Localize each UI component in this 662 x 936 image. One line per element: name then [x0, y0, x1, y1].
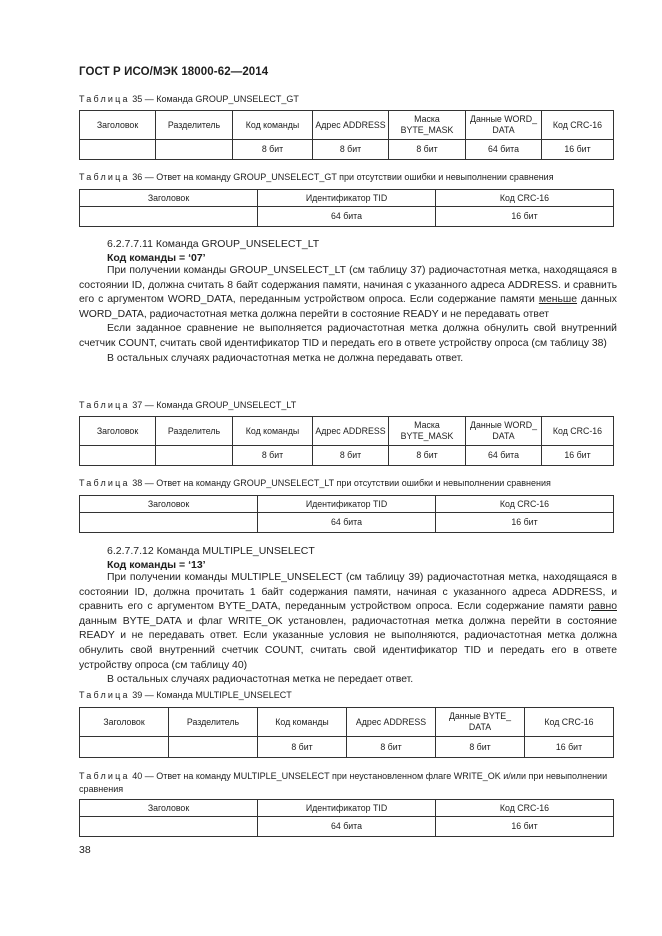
header-cell: Данные BYTE_ DATA — [436, 708, 525, 737]
table-cell — [80, 140, 156, 160]
table-cell: 64 бита — [466, 140, 542, 160]
paragraph: В остальных случаях радиочастотная метка не передает ответ. — [107, 674, 414, 686]
header-cell: Разделитель — [156, 111, 233, 140]
table-cell: 16 бит — [525, 737, 614, 758]
table-cell — [80, 207, 258, 227]
table-word: Таблица — [79, 771, 130, 781]
table-header-row — [80, 496, 614, 513]
table-cell: 64 бита — [258, 207, 436, 227]
header-cell: Код команды — [258, 708, 347, 737]
table-cell: 8 бит — [389, 140, 466, 160]
table-39 — [79, 707, 614, 758]
header-cell: Идентификатор TID — [258, 800, 436, 817]
section-12-body — [79, 571, 617, 688]
table-caption-text: 40 — Ответ на команду MULTIPLE_UNSELECT при неустановленном флаге WRITE_OK и/или при невыполнении сравнения — [79, 771, 608, 794]
table-cell: 8 бит — [233, 446, 313, 466]
header-cell: Идентификатор TID — [258, 496, 436, 513]
header-cell: Заголовок — [80, 417, 156, 446]
table-row — [80, 817, 614, 837]
paragraph-text: данным BYTE_DATA и флаг WRITE_OK установлен, радиочастотная метка должна перейти в состояние READY и не передавать ответ. Если указанные условия не выполняются, радиочастотная метка должна обнулить свой внутренний счетчик COUNT, считать свой идентификатор TID и передать его в ответе устройству опроса (см таблицу 40) — [79, 615, 617, 671]
table-37 — [79, 416, 614, 466]
command-code: Код команды = ‘13’ — [107, 559, 206, 571]
table-cell: 64 бита — [258, 513, 436, 533]
table-row — [80, 140, 614, 160]
table-row — [80, 446, 614, 466]
table-cell: 8 бит — [389, 446, 466, 466]
table-cell: 16 бит — [436, 513, 614, 533]
table-37-caption — [79, 400, 296, 410]
table-cell — [80, 817, 258, 837]
header-cell: Код CRC-16 — [436, 496, 614, 513]
paragraph-text: При получении команды MULTIPLE_UNSELECT (см таблицу 39) радиочастотная метка, находящаяся в состоянии ID, должна прочитать 1 байт содержания памяти, начиная с указанного адреса ADDRESS, и сравнить его с аргументом BYTE_DATA, переданным устройством опроса. Если содержание памяти — [79, 572, 617, 613]
table-cell: 8 бит — [313, 140, 389, 160]
table-caption-text: 35 — Команда GROUP_UNSELECT_GT — [132, 94, 299, 104]
table-word: Таблица — [79, 690, 130, 700]
table-caption-text: 37 — Команда GROUP_UNSELECT_LT — [132, 400, 297, 410]
header-cell: Маска BYTE_MASK — [389, 111, 466, 140]
section-title: 6.2.7.7.11 Команда GROUP_UNSELECT_LT — [107, 238, 320, 250]
table-cell: 64 бита — [466, 446, 542, 466]
table-cell: 8 бит — [233, 140, 313, 160]
table-word: Таблица — [79, 172, 130, 182]
header-cell: Заголовок — [80, 708, 169, 737]
header-cell: Данные WORD_ DATA — [466, 417, 542, 446]
table-word: Таблица — [79, 478, 130, 488]
paragraph — [79, 571, 617, 673]
header-cell: Код CRC-16 — [542, 111, 614, 140]
table-cell: 16 бит — [436, 817, 614, 837]
header-cell: Данные WORD_ DATA — [466, 111, 542, 140]
header-cell: Разделитель — [156, 417, 233, 446]
section-title: 6.2.7.7.12 Команда MULTIPLE_UNSELECT — [107, 545, 315, 557]
table-38 — [79, 495, 614, 533]
table-word: Таблица — [79, 400, 130, 410]
table-row — [80, 513, 614, 533]
table-cell: 8 бит — [258, 737, 347, 758]
table-header-row — [80, 111, 614, 140]
table-cell — [80, 737, 169, 758]
underlined-word: равно — [588, 601, 617, 613]
table-word: Таблица — [79, 94, 130, 104]
header-cell: Адрес ADDRESS — [313, 111, 389, 140]
paragraph-text: данных WORD_DATA, радиочастотная метка должна перейти в состояние READY и не передавать ответ — [79, 294, 617, 320]
header-cell: Заголовок — [80, 496, 258, 513]
table-cell — [156, 446, 233, 466]
header-cell: Заголовок — [80, 190, 258, 207]
header-cell: Идентификатор TID — [258, 190, 436, 207]
table-cell — [80, 446, 156, 466]
table-cell: 8 бит — [347, 737, 436, 758]
table-caption-text: 36 — Ответ на команду GROUP_UNSELECT_GT при отсутствии ошибки и невыполнении сравнения — [132, 172, 554, 182]
header-cell: Код команды — [233, 417, 313, 446]
header-cell: Код команды — [233, 111, 313, 140]
table-header-row — [80, 708, 614, 737]
paragraph-text: При получении команды GROUP_UNSELECT_LT (см таблицу 37) радиочастотная метка, находящаяся в состоянии ID, должна считать 8 байт содержания памяти, начиная с указанного адреса ADDRESS. и сравнить его с аргументом WORD_DATA, переданным устройством опроса. Если содержание памяти — [79, 265, 617, 306]
table-cell — [169, 737, 258, 758]
table-cell — [156, 140, 233, 160]
header-cell: Маска BYTE_MASK — [389, 417, 466, 446]
table-35 — [79, 110, 614, 160]
table-40-caption — [79, 770, 617, 796]
header-cell: Заголовок — [80, 111, 156, 140]
header-cell: Разделитель — [169, 708, 258, 737]
table-cell: 16 бит — [436, 207, 614, 227]
table-cell: 8 бит — [313, 446, 389, 466]
table-38-caption — [79, 478, 551, 488]
table-40 — [79, 799, 614, 837]
paragraph — [79, 264, 617, 322]
table-cell: 16 бит — [542, 140, 614, 160]
header-cell: Код CRC-16 — [436, 190, 614, 207]
table-cell: 8 бит — [436, 737, 525, 758]
header-cell: Адрес ADDRESS — [347, 708, 436, 737]
page-number: 38 — [79, 844, 91, 856]
table-row — [80, 737, 614, 758]
table-caption-text: 39 — Команда MULTIPLE_UNSELECT — [132, 690, 292, 700]
table-39-caption — [79, 690, 292, 700]
table-cell: 64 бита — [258, 817, 436, 837]
header-cell: Код CRC-16 — [436, 800, 614, 817]
underlined-word: меньше — [538, 294, 578, 306]
table-cell: 16 бит — [542, 446, 614, 466]
table-35-caption — [79, 94, 299, 104]
header-cell: Заголовок — [80, 800, 258, 817]
header-cell: Код CRC-16 — [542, 417, 614, 446]
table-caption-text: 38 — Ответ на команду GROUP_UNSELECT_LT при отсутствии ошибки и невыполнении сравнения — [132, 478, 551, 488]
document-header: ГОСТ Р ИСО/МЭК 18000-62—2014 — [79, 66, 269, 78]
table-header-row — [80, 417, 614, 446]
table-36-caption — [79, 172, 554, 182]
table-36 — [79, 189, 614, 227]
command-code: Код команды = ‘07’ — [107, 252, 206, 264]
table-header-row — [80, 800, 614, 817]
table-cell — [80, 513, 258, 533]
header-cell: Адрес ADDRESS — [313, 417, 389, 446]
table-row — [80, 207, 614, 227]
paragraph: Если заданное сравнение не выполняется радиочастотная метка должна обнулить свой внутренний счетчик COUNT, считать свой идентификатор TID и передать его в ответе устройству опроса (см таблицу 38) — [79, 323, 617, 349]
section-11-body — [79, 264, 617, 366]
table-header-row — [80, 190, 614, 207]
paragraph: В остальных случаях радиочастотная метка не должна передавать ответ. — [107, 352, 464, 364]
header-cell: Код CRC-16 — [525, 708, 614, 737]
